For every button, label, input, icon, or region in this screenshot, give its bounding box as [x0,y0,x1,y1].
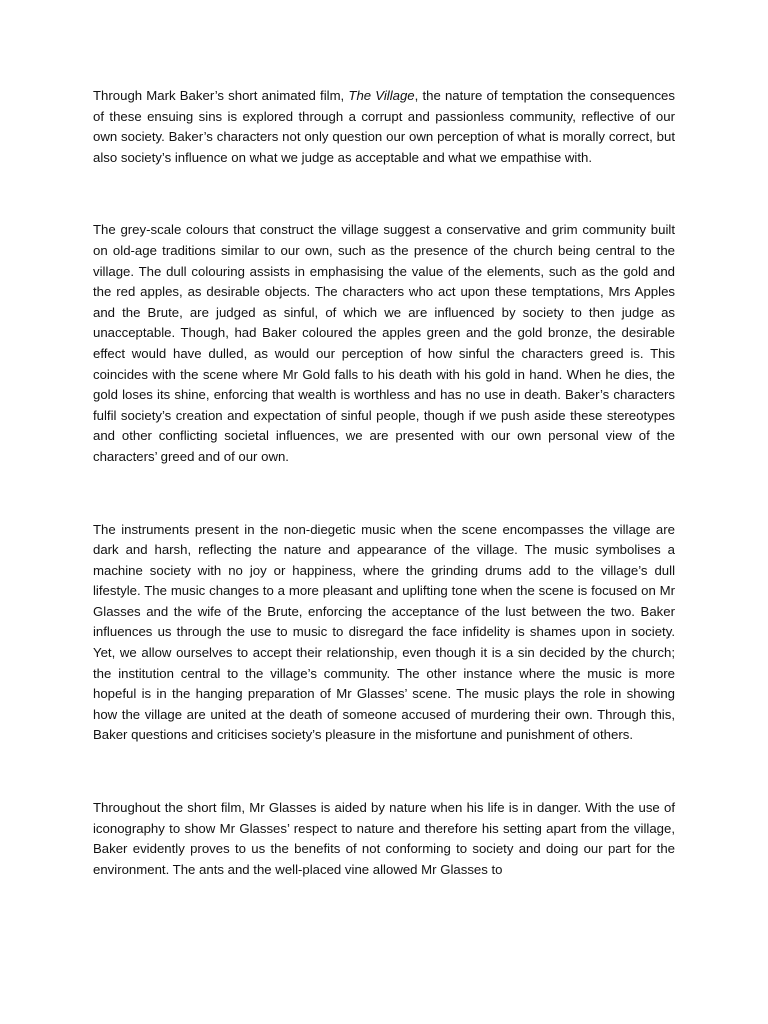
paragraph-intro-rest: , the nature of temptation the consequences of these ensuing sins is explored through a corrupt and passionless community, reflective of our own society. Baker’s characters not only question our own perception of what is morally correct, but also society’s influence on what we judge as acceptable and what we empathise with. [93,88,675,165]
paragraph-colour: The grey-scale colours that construct the village suggest a conservative and grim community built on old-age traditions similar to our own, such as the presence of the church being central to the village. The dull colouring assists in emphasising the value of the elements, such as the gold and the red apples, as desirable objects. The characters who act upon these temptations, Mrs Apples and the Brute, are judged as sinful, of which we are influenced by society to then judge as unacceptable. Though, had Baker coloured the apples green and the gold bronze, the desirable effect would have dulled, as would our perception of how sinful the characters greed is. This coincides with the scene where Mr Gold falls to his death with his gold in hand. When he dies, the gold loses its shine, enforcing that wealth is worthless and has no use in death. Baker’s characters fulfil society’s creation and expectation of sinful people, though if we push aside these stereotypes and other conflicting societal influences, we are presented with our own personal view of the characters’ greed and of our own. [93,222,675,464]
paragraph-music: The instruments present in the non-diegetic music when the scene encompasses the village are dark and harsh, reflecting the nature and appearance of the village. The music symbolises a machine society with no joy or happiness, where the grinding drums add to the village’s dull lifestyle. The music changes to a more pleasant and uplifting tone when the scene is focused on Mr Glasses and the wife of the Brute, enforcing the acceptance of the lust between the two. Baker influences us through the use to music to disregard the face infidelity is shames upon in society. Yet, we allow ourselves to accept their relationship, even though it is a sin decided by the church; the institution central to the village’s community. The other instance where the music is more hopeful is in the hanging preparation of Mr Glasses’ scene. The music plays the role in showing how the village are united at the death of someone accused of murdering their own. Through this, Baker questions and criticises society’s pleasure in the misfortune and punishment of others. [93,521,675,743]
film-title: The Village [348,88,415,103]
paragraph-intro [93,86,675,168]
document-page [93,86,675,880]
paragraph-intro-lead: Through Mark Baker’s short animated film, [93,88,349,103]
paragraph-nature: Throughout the short film, Mr Glasses is aided by nature when his life is in danger. With the use of iconography to show Mr Glasses’ respect to nature and therefore his setting apart from the village, Baker evidently proves to us the benefits of not conforming to society and doing our part for the environment. The ants and the well-placed vine allowed Mr Glasses to [93,800,675,877]
